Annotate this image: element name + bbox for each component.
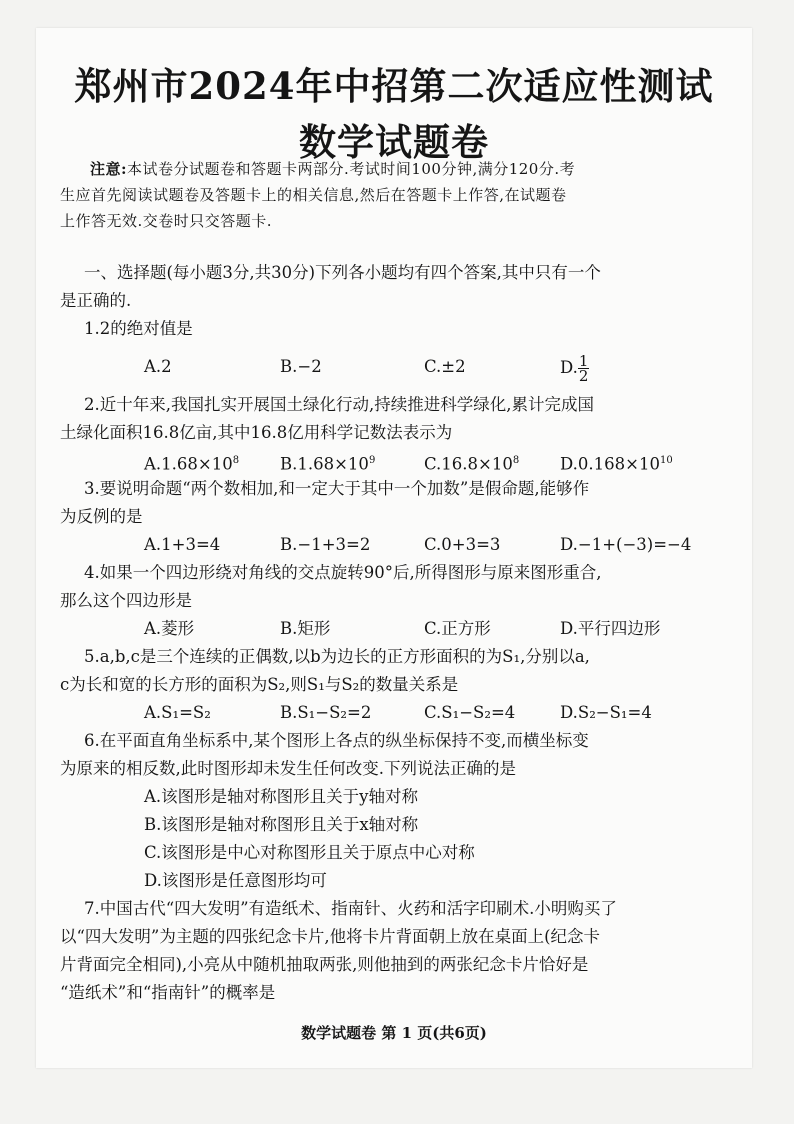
fraction: $\frac{1}{2}$	[578, 352, 589, 385]
notice-line-3: 上作答无效.交卷时只交答题卡.	[60, 212, 273, 230]
q6-line-2: 为原来的相反数,此时图形却未发生任何改变.下列说法正确的是	[60, 759, 516, 778]
q5-line-1: 5.a,b,c是三个连续的正偶数,以b为边长的正方形面积的为S₁,分别以a,	[84, 647, 590, 666]
q2-line-2: 土绿化面积16.8亿亩,其中16.8亿用科学记数法表示为	[60, 423, 453, 442]
exam-title: 郑州市2024年中招第二次适应性测试	[74, 64, 714, 108]
page-footer: 数学试题卷 第 1 页(共6页)	[301, 1024, 487, 1042]
section-heading-line-2: 是正确的.	[60, 291, 132, 310]
q4-option-d: D.平行四边形	[560, 619, 661, 638]
q4-option-c: C.正方形	[424, 619, 491, 638]
q4-option-b: B.矩形	[280, 619, 331, 638]
q7-line-4: “造纸术”和“指南针”的概率是	[60, 983, 276, 1002]
q1-option-c: C.±2	[424, 357, 466, 376]
q1-stem: 1.2的绝对值是	[84, 319, 193, 338]
notice-line-2: 生应首先阅读试题卷及答题卡上的相关信息,然后在答题卡上作答,在试题卷	[60, 186, 567, 204]
q1-option-d: D. $\frac{1}{2}$	[560, 352, 589, 385]
q5-option-c: C.S₁−S₂=4	[424, 703, 516, 722]
q6-option-d: D.该图形是任意图形均可	[144, 871, 327, 890]
section-heading-line-1: 一、选择题(每小题3分,共30分)下列各小题均有四个答案,其中只有一个	[84, 263, 601, 282]
q2-option-a: $A.1.68\times 10^8$	[144, 454, 240, 474]
q3-option-a: A.1+3=4	[144, 535, 221, 554]
q3-line-1: 3.要说明命题“两个数相加,和一定大于其中一个加数”是假命题,能够作	[84, 479, 590, 498]
q4-line-2: 那么这个四边形是	[60, 591, 192, 610]
q7-line-3: 片背面完全相同),小亮从中随机抽取两张,则他抽到的两张纪念卡片恰好是	[60, 955, 589, 974]
q6-line-1: 6.在平面直角坐标系中,某个图形上各点的纵坐标保持不变,而横坐标变	[84, 731, 589, 750]
q3-option-b: B.−1+3=2	[280, 535, 371, 554]
q6-option-b: B.该图形是轴对称图形且关于x轴对称	[144, 815, 419, 834]
q1-option-a: A.2	[144, 357, 172, 376]
q3-option-c: C.0+3=3	[424, 535, 501, 554]
q2-line-1: 2.近十年来,我国扎实开展国土绿化行动,持续推进科学绿化,累计完成国	[84, 395, 594, 414]
q4-option-a: A.菱形	[144, 619, 195, 638]
exam-page	[36, 28, 752, 1068]
q2-option-c: $C.16.8\times 10^8$	[424, 454, 520, 474]
q5-option-d: D.S₂−S₁=4	[560, 703, 652, 722]
q2-option-d: $D.0.168\times 10^{10}$	[560, 454, 673, 474]
q7-line-1: 7.中国古代“四大发明”有造纸术、指南针、火药和活字印刷术.小明购买了	[84, 899, 617, 918]
notice-line-1: 注意:本试卷分试题卷和答题卡两部分.考试时间100分钟,满分120分.考	[90, 160, 576, 178]
q5-option-b: B.S₁−S₂=2	[280, 703, 372, 722]
q6-option-a: A.该图形是轴对称图形且关于y轴对称	[144, 787, 418, 806]
q5-line-2: c为长和宽的长方形的面积为S₂,则S₁与S₂的数量关系是	[60, 675, 459, 694]
q1-option-b: B.−2	[280, 357, 322, 376]
q4-line-1: 4.如果一个四边形绕对角线的交点旋转90°后,所得图形与原来图形重合,	[84, 563, 602, 582]
q7-line-2: 以“四大发明”为主题的四张纪念卡片,他将卡片背面朝上放在桌面上(纪念卡	[60, 927, 601, 946]
exam-subtitle: 数学试题卷	[299, 120, 489, 164]
q2-option-b: $B.1.68\times 10^9$	[280, 454, 376, 474]
q5-option-a: A.S₁=S₂	[144, 703, 211, 722]
q3-line-2: 为反例的是	[60, 507, 143, 526]
q3-option-d: D.−1+(−3)=−4	[560, 535, 692, 554]
q6-option-c: C.该图形是中心对称图形且关于原点中心对称	[144, 843, 475, 862]
notice-label: 注意:	[90, 160, 128, 178]
